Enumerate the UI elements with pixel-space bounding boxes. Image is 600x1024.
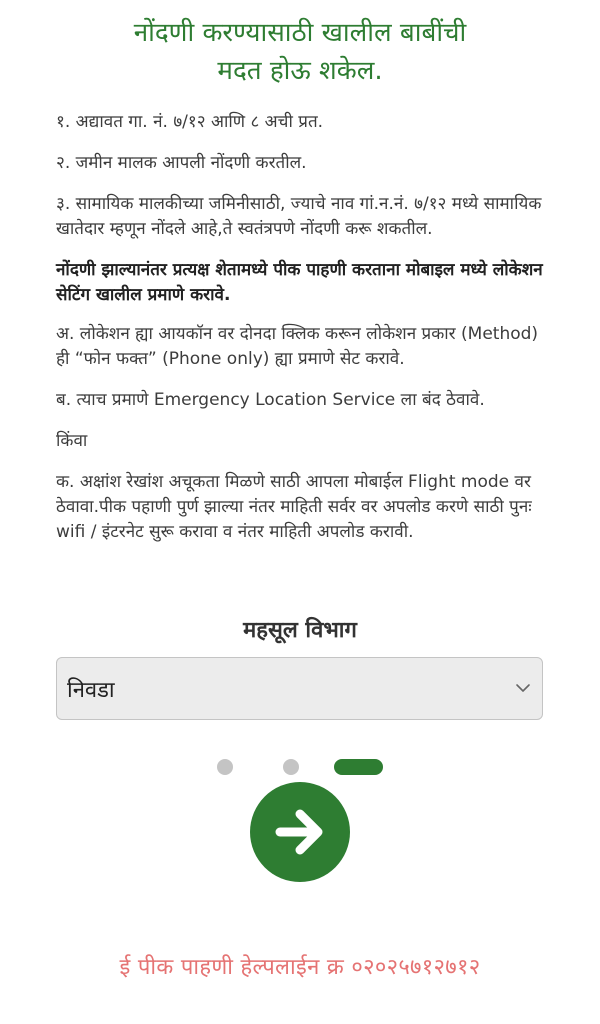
instruction-item-a: अ. लोकेशन ह्या आयकॉन वर दोनदा क्लिक करून लोकेशन प्रकार (Method) ही “फोन फक्त” (Phone only) ह्या प्रमाणे सेट करावे. bbox=[56, 324, 539, 369]
instruction-item-2: २. जमीन मालक आपली नोंदणी करतील. bbox=[56, 153, 307, 173]
instructions-list bbox=[56, 110, 546, 545]
department-label: महसूल विभाग bbox=[243, 618, 357, 643]
instruction-item-1: १. अद्यावत गा. नं. ७/१२ आणि ८ अची प्रत. bbox=[56, 112, 324, 132]
instruction-item-c: क. अक्षांश रेखांश अचूकता मिळणे साठी आपला मोबाईल Flight mode वर ठेवावा.पीक पहाणी पुर्ण झाल्या नंतर माहिती सर्वर वर अपलोड करणे साठी पुनः wifi / इंटरनेट सुरू करावा व नंतर माहिती अपलोड करावी. bbox=[56, 472, 532, 542]
page-title-line-1: नोंदणी करण्यासाठी खालील बाबींची bbox=[133, 18, 467, 48]
or-separator: किंवा bbox=[56, 431, 88, 451]
chevron-down-icon bbox=[514, 679, 532, 697]
arrow-right-icon bbox=[272, 804, 328, 860]
page-indicator bbox=[0, 757, 600, 777]
instruction-item-3: ३. सामायिक मालकीच्या जमिनीसाठी, ज्याचे नाव गां.न.नं. ७/१२ मध्ये सामायिक खातेदार म्हणून नोंदले आहे,ते स्वतंत्रपणे नोंदणी करू शकतील. bbox=[56, 194, 542, 239]
instruction-item-b: ब. त्याच प्रमाणे Emergency Location Service ला बंद ठेवावे. bbox=[56, 390, 485, 410]
page-indicator-dot-2 bbox=[283, 759, 299, 775]
page-title-line-2: मदत होऊ शकेल. bbox=[217, 56, 383, 86]
page-title bbox=[0, 14, 600, 90]
page-indicator-dot-3-active bbox=[334, 759, 383, 775]
department-select[interactable] bbox=[56, 657, 543, 720]
helpline-number: ई पीक पाहणी हेल्पलाईन क्र ०२०२५७१२७१२ bbox=[119, 955, 481, 980]
location-setting-note: नोंदणी झाल्यानंतर प्रत्यक्ष शेतामध्ये पीक पाहणी करताना मोबाइल मध्ये लोकेशन सेटिंग खालील प्रमाणे करावे. bbox=[56, 260, 543, 305]
page-indicator-dot-1 bbox=[217, 759, 233, 775]
department-select-value: निवडा bbox=[67, 678, 115, 703]
next-button[interactable] bbox=[250, 782, 350, 882]
